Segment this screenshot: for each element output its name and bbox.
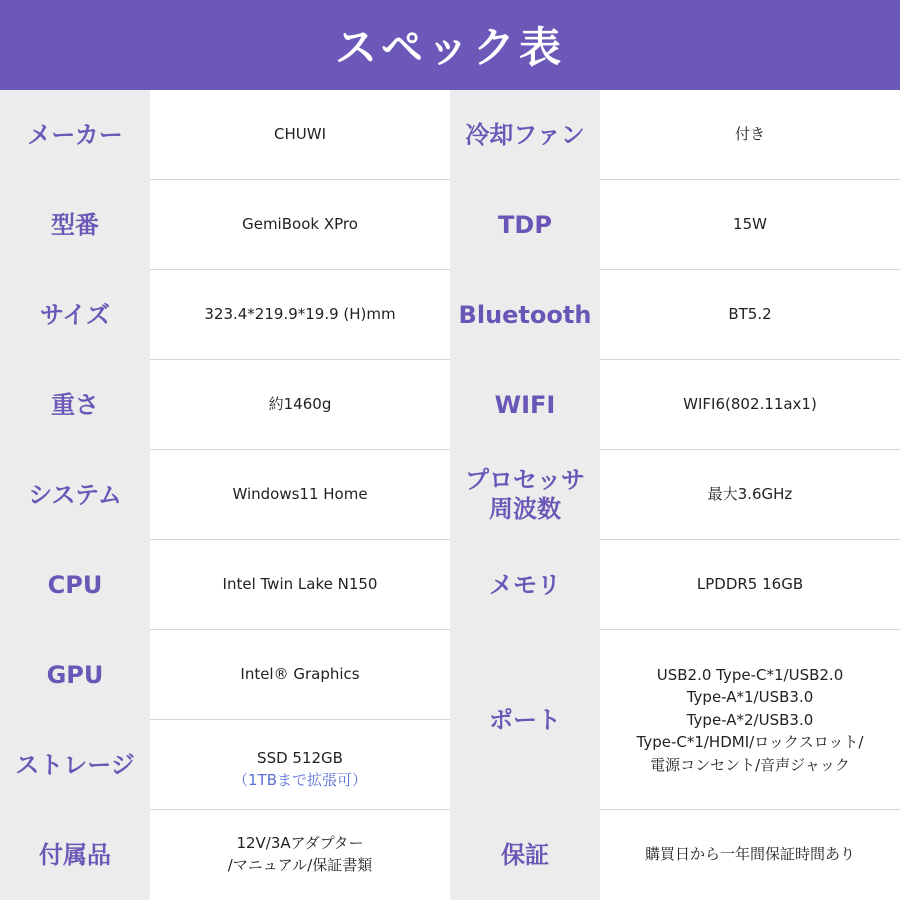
- value-accessories: [150, 810, 450, 900]
- value-ports-line: Type-C*1/HDMI/ロックスロット/: [636, 733, 864, 752]
- row-divider: [600, 269, 900, 270]
- value-warranty-text: 購買日から一年間保証時間あり: [644, 845, 855, 864]
- row-divider: [600, 359, 900, 360]
- value-memory: [600, 540, 900, 630]
- label-memory-text: メモリ: [489, 570, 561, 599]
- label-model-text: 型番: [51, 210, 99, 239]
- value-storage-note: （1TBまで拡張可）: [233, 771, 367, 789]
- label-frequency-line1: プロセッサ: [465, 466, 585, 495]
- value-cooling-fan: [600, 90, 900, 180]
- label-cpu-text: CPU: [47, 570, 103, 599]
- value-ports-line: USB2.0 Type-C*1/USB2.0: [656, 665, 844, 684]
- value-memory-text: LPDDR5 16GB: [696, 575, 804, 594]
- page-title: スペック表: [334, 23, 565, 72]
- value-warranty: [600, 810, 900, 900]
- value-storage: [150, 720, 450, 810]
- value-size: [150, 270, 450, 360]
- value-model: [150, 180, 450, 270]
- label-wifi: [450, 360, 600, 450]
- label-bluetooth-text: Bluetooth: [458, 300, 592, 329]
- label-warranty: [450, 810, 600, 900]
- value-bluetooth: [600, 270, 900, 360]
- value-tdp: [600, 180, 900, 270]
- label-maker: [0, 90, 150, 180]
- label-system: [0, 450, 150, 540]
- label-tdp: [450, 180, 600, 270]
- label-tdp-text: TDP: [498, 210, 552, 239]
- label-system-text: システム: [28, 480, 122, 509]
- label-cooling-fan-text: 冷却ファン: [465, 120, 585, 149]
- value-model-text: GemiBook XPro: [242, 215, 358, 234]
- value-ports-line: Type-A*2/USB3.0: [686, 710, 814, 729]
- label-size-text: サイズ: [39, 300, 111, 329]
- label-storage-text: ストレージ: [15, 750, 135, 779]
- value-weight: [150, 360, 450, 450]
- row-divider: [150, 719, 450, 720]
- label-wifi-text: WIFI: [494, 390, 556, 419]
- row-divider: [150, 359, 450, 360]
- label-cpu: [0, 540, 150, 630]
- row-divider: [150, 539, 450, 540]
- label-frequency-line2: 周波数: [489, 495, 561, 523]
- value-cpu-text: Intel Twin Lake N150: [222, 575, 378, 594]
- value-system-text: Windows11 Home: [232, 485, 368, 504]
- value-gpu: [150, 630, 450, 720]
- value-ports-line: Type-A*1/USB3.0: [686, 688, 814, 707]
- header-bar: [0, 0, 900, 90]
- label-weight: [0, 360, 150, 450]
- label-warranty-text: 保証: [501, 840, 549, 869]
- row-divider: [600, 809, 900, 810]
- value-ports-line: 電源コンセント/音声ジャック: [650, 755, 850, 774]
- label-gpu: [0, 630, 150, 720]
- row-divider: [150, 629, 450, 630]
- label-accessories: [0, 810, 150, 900]
- value-maker-text: CHUWI: [274, 125, 326, 144]
- value-bluetooth-text: BT5.2: [728, 305, 772, 324]
- label-accessories-text: 付属品: [39, 840, 111, 869]
- label-model: [0, 180, 150, 270]
- label-gpu-text: GPU: [46, 660, 104, 689]
- row-divider: [600, 539, 900, 540]
- value-weight-text: 約1460g: [268, 395, 332, 414]
- label-ports: [450, 630, 600, 810]
- label-bluetooth: [450, 270, 600, 360]
- value-wifi: [600, 360, 900, 450]
- value-tdp-text: 15W: [733, 215, 767, 234]
- label-size: [0, 270, 150, 360]
- label-storage: [0, 720, 150, 810]
- value-gpu-text: Intel® Graphics: [240, 665, 360, 684]
- label-maker-text: メーカー: [27, 120, 123, 149]
- value-cooling-fan-text: 付き: [734, 125, 765, 144]
- value-frequency: [600, 450, 900, 540]
- value-accessories-line1: 12V/3Aアダプター: [236, 834, 364, 853]
- value-storage-text: SSD 512GB: [257, 749, 343, 768]
- label-weight-text: 重さ: [51, 390, 99, 419]
- row-divider: [600, 449, 900, 450]
- value-wifi-text: WIFI6(802.11ax1): [683, 395, 817, 414]
- value-frequency-text: 最大3.6GHz: [707, 485, 793, 504]
- spec-table: [0, 90, 900, 900]
- label-ports-text: ポート: [489, 705, 561, 734]
- value-size-text: 323.4*219.9*19.9 (H)mm: [204, 305, 396, 324]
- label-frequency: [450, 450, 600, 540]
- value-ports: [600, 630, 900, 810]
- value-maker: [150, 90, 450, 180]
- label-cooling-fan: [450, 90, 600, 180]
- row-divider: [150, 179, 450, 180]
- value-system: [150, 450, 450, 540]
- value-accessories-line2: /マニュアル/保証書類: [227, 856, 373, 874]
- row-divider: [600, 629, 900, 630]
- row-divider: [150, 809, 450, 810]
- label-memory: [450, 540, 600, 630]
- value-cpu: [150, 540, 450, 630]
- row-divider: [150, 449, 450, 450]
- row-divider: [600, 179, 900, 180]
- row-divider: [150, 269, 450, 270]
